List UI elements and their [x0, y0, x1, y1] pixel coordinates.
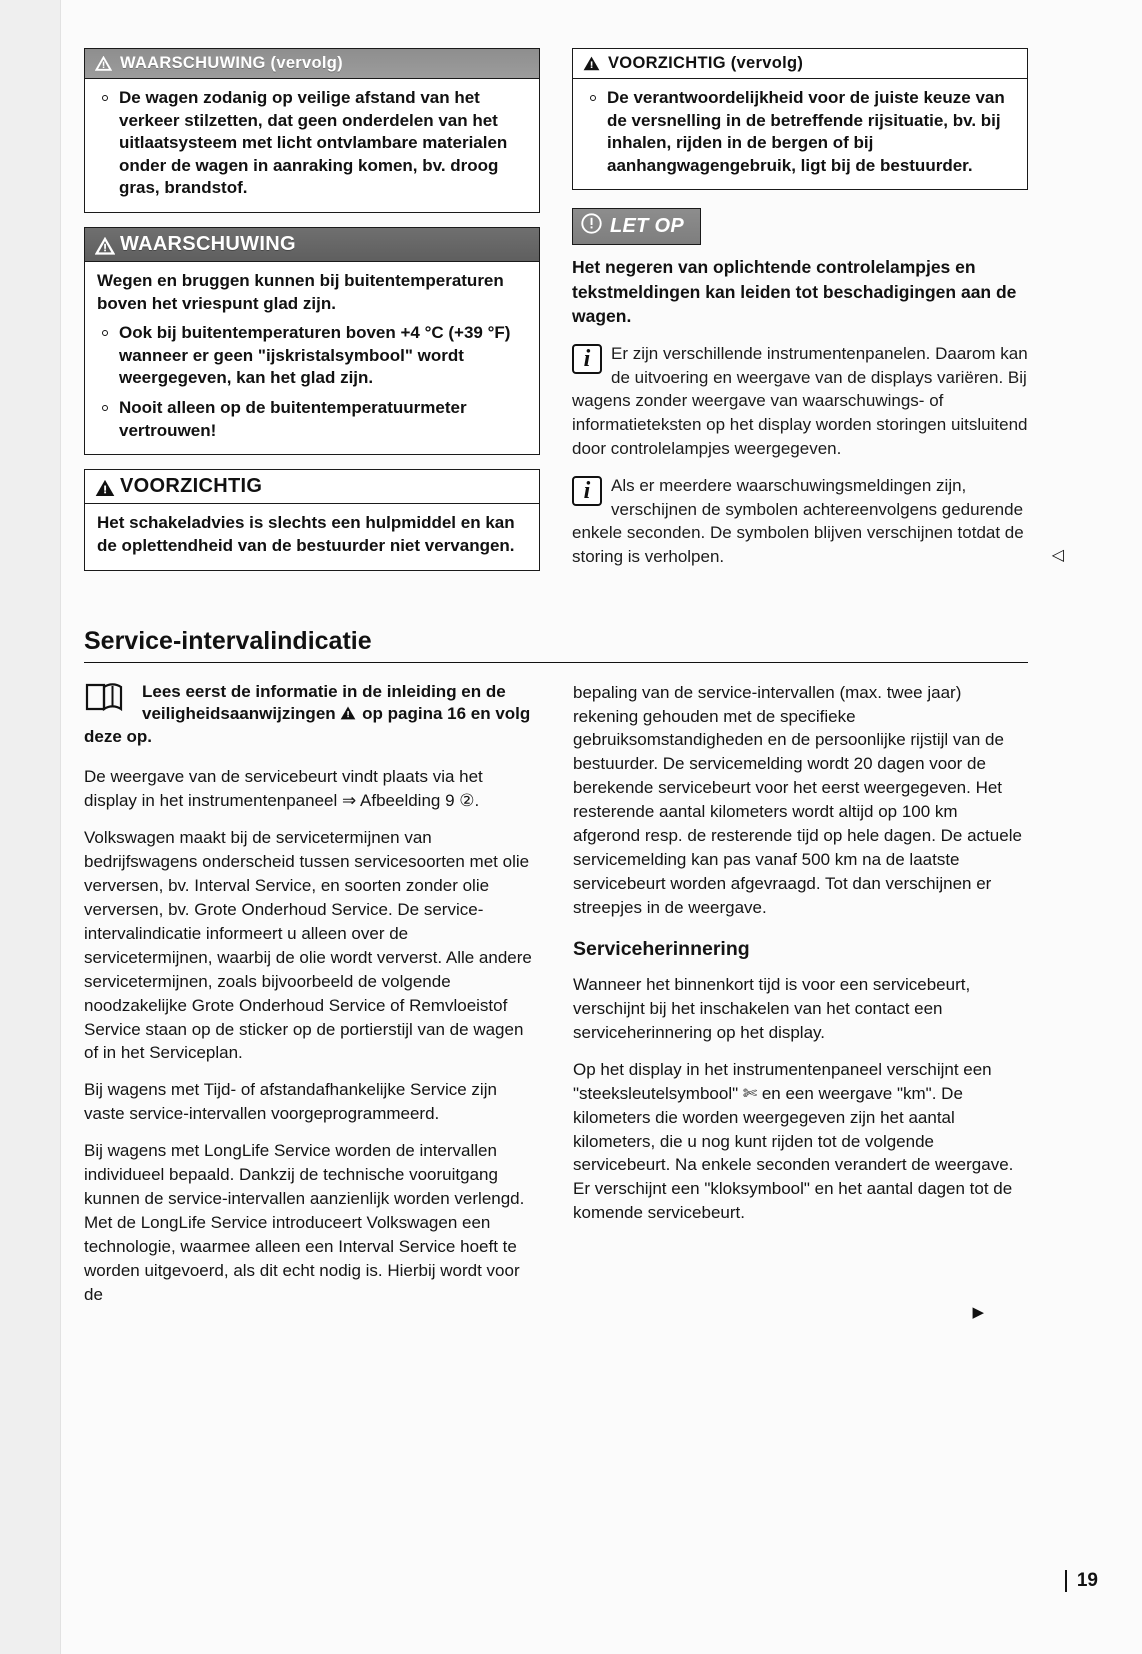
letop-header	[572, 208, 701, 245]
warning-triangle-icon	[583, 56, 600, 71]
letop-lead: Het negeren van oplichtende controlelampjes en tekstmeldingen kan leiden tot beschadigingen aan de wagen.	[572, 257, 1017, 326]
service-interval-section	[84, 627, 1028, 1321]
info-note-text: Er zijn verschillende instrumentenpanelen. Daarom kan de uitvoering en weergave van de displays variëren. Bij wagens zonder weergave van waarschuwings- of informatieteksten op het display worden storingen uitsluitend door controlelampjes weergegeven.	[572, 343, 1028, 459]
warning-triangle-icon	[95, 479, 112, 494]
section-end-marker: ◁	[1051, 546, 1064, 564]
paragraph: Volkswagen maakt bij de servicetermijnen van bedrijfswagens onderscheid tussen servicesoorten met olie verversen, bv. Interval Service, en soorten zonder olie verversen, bv. Grote Onderhoud Service. De service-intervalindicatie informeert u alleen over de servicetermijnen, waarbij de olie wordt ververst. Alle andere servicetermijnen, zoals bijvoorbeeld de volgende noodzakelijke Grote Onderhoud Service of Remvloeistof Service staan op de sticker op de portierstijl van de wagen of in het Serviceplan.	[84, 827, 532, 1063]
caution-box	[84, 469, 540, 570]
page-number: 19	[1065, 1570, 1098, 1592]
warning-header	[85, 228, 539, 262]
warning-triangle-icon	[95, 237, 112, 252]
caution-continued-body	[573, 79, 1027, 189]
left-body-text	[84, 765, 539, 1307]
letop-title: LET OP	[610, 215, 685, 238]
page-title: Service-intervalindicatie	[84, 626, 372, 655]
info-i-icon	[572, 476, 602, 506]
paragraph: Wanneer het binnenkort tijd is voor een servicebeurt, verschijnt bij het inschakelen van het contact een serviceherinnering op het display.	[573, 974, 971, 1042]
caution-continued-title: VOORZICHTIG (vervolg)	[608, 54, 804, 72]
paragraph: Bij wagens met Tijd- of afstandafhankelijke Service zijn vaste service-intervallen voorgeprogrammeerd.	[84, 1080, 497, 1124]
paragraph: bepaling van de service-intervallen (max. twee jaar) rekening gehouden met de specifieke gebruiksomstandigheden en de persoonlijke rijstijl van de bestuurder. De servicemelding wordt 20 dagen voor de berekende servicebeurt voor het eerst weergegeven. Het resterende aantal kilometers wordt altijd op 100 km afgerond resp. de resterende tijd op hele dagen. De actuele servicemelding kan pas vanaf 500 km na de laatste servicebeurt worden afgevraagd. Tot dan verschijnen er streepjes in de weergave.	[573, 682, 1022, 918]
caution-continued-box	[572, 48, 1028, 190]
title-divider	[84, 662, 1028, 663]
body-column-right	[573, 681, 1028, 1239]
right-column-boxes	[572, 48, 1064, 582]
info-note	[572, 342, 1028, 461]
warning-continued-title: WAARSCHUWING (vervolg)	[120, 54, 343, 72]
bullet-item: De wagen zodanig op veilige afstand van het verkeer stilzetten, dat geen onderdelen van het uitlaatsysteem met licht ontvlambare materialen onder de wagen in aanraking komen, bv. droog gras, brandstof.	[97, 87, 527, 200]
paragraph: Bij wagens met LongLife Service worden de intervallen individueel bepaald. Dankzij de technische vooruitgang kunnen de service-intervallen aanzienlijk worden verlengd. Met de LongLife Service introduceert Volkswagen een technologie, waarmee alleen een Interval Service hoeft te worden uitgevoerd, als dit echt nodig is. Hierbij wordt voor de	[84, 1141, 525, 1305]
warning-box	[84, 227, 540, 455]
bullet-item: Nooit alleen op de buitentemperatuurmeter vertrouwen!	[97, 397, 527, 442]
open-book-icon	[84, 682, 132, 712]
letop-notes	[572, 342, 1064, 569]
read-note-text-2: op pagina 16 en volg deze op.	[84, 704, 531, 747]
warning-intro: Wegen en bruggen kunnen bij buitentemperaturen boven het vriespunt glad zijn.	[97, 271, 504, 313]
subsection-heading: Serviceherinnering	[573, 938, 750, 961]
paragraph: Op het display in het instrumentenpaneel verschijnt een "steeksleutelsymbool" ✄ en een weergave "km". De kilometers die worden weergegeven zijn het aantal kilometers, die u nog kunt rijden tot de volgende servicebeurt. Na enkele seconden verandert de weergave. Er verschijnt een "kloksymbool" en het aantal dagen tot de komende servicebeurt.	[573, 1059, 1014, 1223]
caution-header	[85, 470, 539, 504]
warning-continued-box	[84, 48, 540, 213]
caution-title: VOORZICHTIG	[120, 475, 263, 498]
caution-text: Het schakeladvies is slechts een hulpmiddel en kan de oplettendheid van de bestuurder niet vervangen.	[97, 513, 515, 555]
paragraph: De weergave van de servicebeurt vindt plaats via het display in het instrumentenpaneel ⇒ Afbeelding 9 ②.	[84, 766, 483, 810]
bullet-item: De verantwoordelijkheid voor de juiste keuze van de versnelling in de betreffende rijsituatie, bv. bij inhalen, rijden in de bergen of bij aanhangwagengebruik, ligt bij de bestuurder.	[585, 87, 1015, 177]
page-content	[84, 48, 1064, 1321]
warning-body	[85, 262, 539, 454]
caution-continued-header	[573, 49, 1027, 79]
caution-body	[85, 504, 539, 569]
read-note-text-1: Lees eerst de informatie in de inleiding en de veiligheidsaanwijzingen	[142, 681, 506, 724]
warning-boxes-row	[84, 48, 1064, 585]
warning-title: WAARSCHUWING	[120, 233, 296, 256]
left-column-boxes	[84, 48, 540, 585]
info-i-icon	[572, 344, 602, 374]
info-note	[572, 474, 1064, 569]
warning-continued-header	[85, 49, 539, 79]
continue-marker: ▶	[972, 1304, 984, 1321]
warning-triangle-icon	[340, 706, 357, 721]
bullet-item: Ook bij buitentemperaturen boven +4 °C (+39 °F) wanneer er geen "ijskristalsymbool" wordt weergegeven, kan het glad zijn.	[97, 322, 527, 390]
warning-continued-body	[85, 79, 539, 212]
letop-section	[572, 208, 1064, 569]
right-body-text	[573, 681, 1028, 1226]
read-first-note	[84, 681, 539, 749]
body-columns	[84, 681, 1028, 1321]
left-margin-strip	[0, 0, 61, 1654]
info-note-text: Als er meerdere waarschuwingsmeldingen zijn, verschijnen de symbolen achtereenvolgens gedurende enkele seconden. De symbolen blijven verschijnen totdat de storing is verholpen.	[572, 475, 1024, 567]
warning-triangle-icon	[95, 56, 112, 71]
exclamation-circle-icon	[581, 213, 602, 240]
body-column-left	[84, 681, 539, 1321]
